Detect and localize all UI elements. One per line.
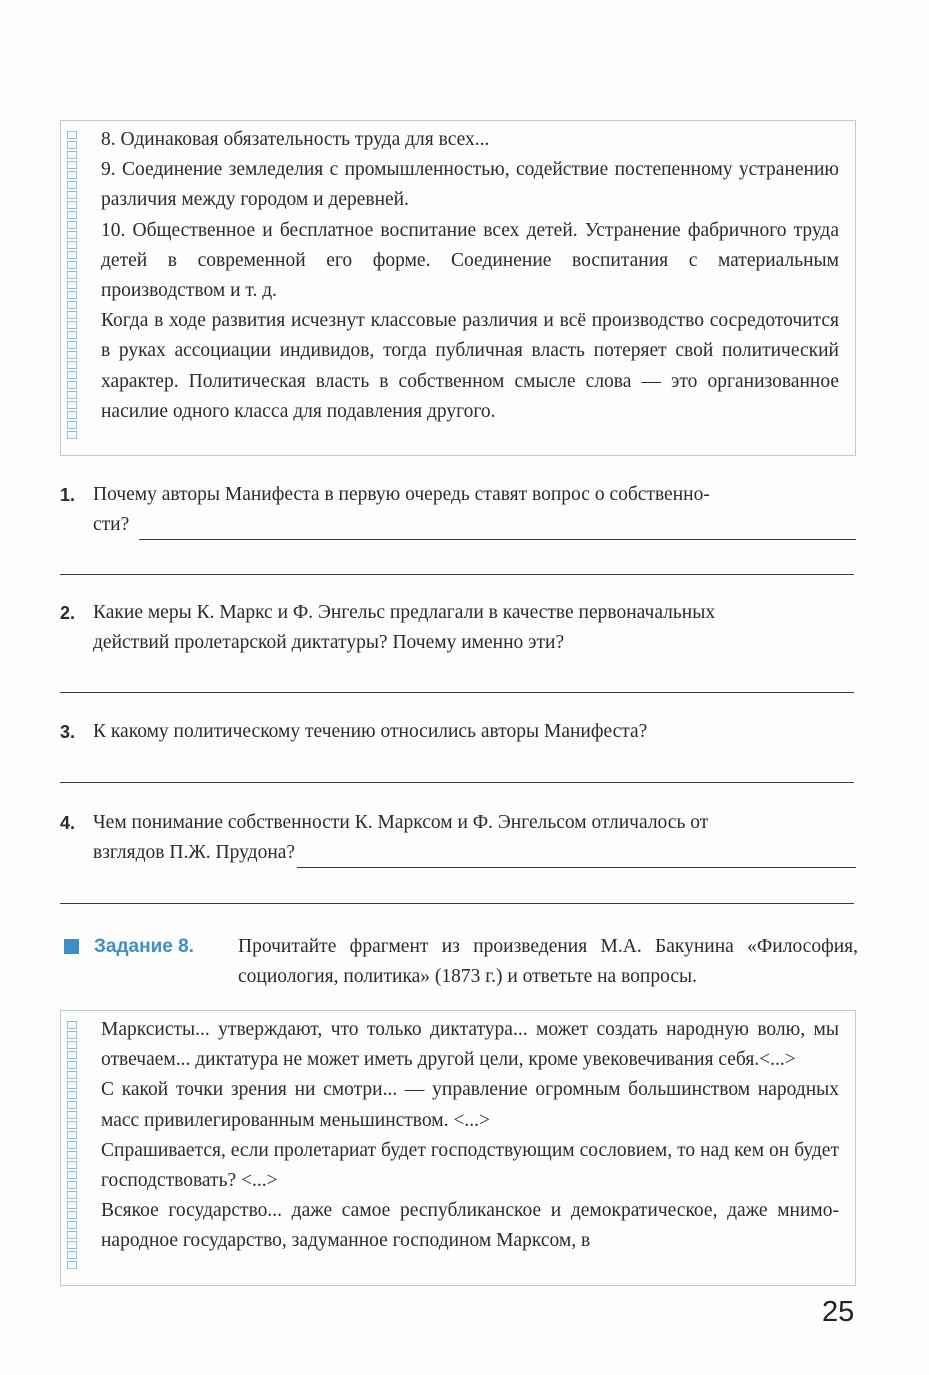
rail-square-icon: [67, 241, 77, 249]
quote-box-manifesto: [60, 120, 856, 456]
answer-line[interactable]: [60, 692, 854, 693]
rail-square-icon: [67, 1111, 77, 1119]
rail-square-icon: [67, 301, 77, 309]
rail-square-icon: [67, 1061, 77, 1069]
rail-square-icon: [67, 351, 77, 359]
quote-paragraph: Когда в ходе развития исчезнут классовые различия и всё производство сосредоточится в руках ассоциации индивидов, тогда публичная власть потеряет свой политический характер. Политическая власть в собственном смысле слова — это организованное насилие одного класса для подавления другого.: [101, 310, 839, 422]
question-number: 3.: [60, 722, 76, 742]
rail-square-icon: [67, 1071, 77, 1079]
decorative-rail: [67, 131, 79, 445]
answer-field[interactable]: [297, 845, 856, 868]
rail-square-icon: [67, 411, 77, 419]
quote-paragraph: 10. Общественное и бесплатное воспитание всех детей. Устранение фабричного труда детей в современной его форме. Соединение воспитания с материальным производством и т. д.: [101, 219, 839, 302]
rail-square-icon: [67, 1081, 77, 1089]
question-text: Какие меры К. Маркс и Ф. Энгельс предлагали в качестве первоначальных: [93, 602, 716, 623]
rail-square-icon: [67, 211, 77, 219]
rail-square-icon: [67, 261, 77, 269]
quote-paragraph: Спрашивается, если пролетариат будет господствующим сословием, то над кем он будет господствовать? <...>: [101, 1139, 839, 1192]
rail-square-icon: [67, 201, 77, 209]
rail-square-icon: [67, 341, 77, 349]
question-3: [60, 717, 856, 747]
answer-line[interactable]: [60, 903, 854, 904]
quote-text: [101, 1011, 839, 1257]
question-1: [60, 480, 856, 540]
quote-paragraph: С какой точки зрения ни смотри... — управление огромным большинством народных масс привилегированным меньшинством. <...>: [101, 1079, 839, 1131]
quote-text: [101, 121, 839, 427]
rail-square-icon: [67, 1021, 77, 1029]
rail-square-icon: [67, 1211, 77, 1219]
quote-paragraph: 8. Одинаковая обязательность труда для всех...: [101, 129, 490, 150]
rail-square-icon: [67, 171, 77, 179]
quote-paragraph: Марксисты... утверждают, что только диктатура... может создать народную волю, мы отвечаем... диктатура не может иметь другой цели, кроме увековечивания себя.<...>: [101, 1019, 839, 1071]
rail-square-icon: [67, 321, 77, 329]
rail-square-icon: [67, 311, 77, 319]
answer-line[interactable]: [60, 574, 854, 575]
rail-square-icon: [67, 1051, 77, 1059]
rail-square-icon: [67, 231, 77, 239]
rail-square-icon: [67, 1161, 77, 1169]
question-text: К какому политическому течению относились авторы Манифеста?: [93, 721, 648, 742]
rail-square-icon: [67, 251, 77, 259]
rail-square-icon: [67, 141, 77, 149]
rail-square-icon: [67, 391, 77, 399]
rail-square-icon: [67, 431, 77, 439]
rail-square-icon: [67, 1041, 77, 1049]
rail-square-icon: [67, 271, 77, 279]
square-bullet-icon: [64, 939, 79, 954]
question-text: взглядов П.Ж. Прудона?: [93, 842, 296, 863]
question-number: 1.: [60, 485, 76, 505]
rail-square-icon: [67, 331, 77, 339]
quote-paragraph: Всякое государство... даже самое республиканское и демократическое, даже мнимо-народное государство, задуманное господином Марксом, в: [101, 1200, 839, 1252]
rail-square-icon: [67, 1221, 77, 1229]
rail-square-icon: [67, 1201, 77, 1209]
rail-square-icon: [67, 421, 77, 429]
rail-square-icon: [67, 361, 77, 369]
rail-square-icon: [67, 1091, 77, 1099]
rail-square-icon: [67, 1241, 77, 1249]
rail-square-icon: [67, 1031, 77, 1039]
rail-square-icon: [67, 1231, 77, 1239]
rail-square-icon: [67, 371, 77, 379]
question-text: Чем понимание собственности К. Марксом и Ф. Энгельсом отличалось от: [93, 812, 709, 833]
quote-box-bakunin: [60, 1010, 856, 1286]
rail-square-icon: [67, 1171, 77, 1179]
rail-square-icon: [67, 1131, 77, 1139]
rail-square-icon: [67, 191, 77, 199]
question-text: сти?: [93, 514, 130, 535]
rail-square-icon: [67, 1101, 77, 1109]
rail-square-icon: [67, 1121, 77, 1129]
rail-square-icon: [67, 221, 77, 229]
quote-paragraph: 9. Соединение земледелия с промышленностью, содействие постепенному устранению различия между городом и деревней.: [101, 159, 839, 211]
question-text: Почему авторы Манифеста в первую очередь ставят вопрос о собственно-: [93, 484, 710, 505]
decorative-rail: [67, 1021, 79, 1275]
question-number: 4.: [60, 813, 76, 833]
rail-square-icon: [67, 181, 77, 189]
task-title: Задание 8.: [94, 936, 194, 957]
rail-square-icon: [67, 1141, 77, 1149]
rail-square-icon: [67, 1191, 77, 1199]
rail-square-icon: [67, 281, 77, 289]
rail-square-icon: [67, 1251, 77, 1259]
question-text: действий пролетарской диктатуры? Почему именно эти?: [93, 632, 565, 653]
answer-line[interactable]: [60, 782, 854, 783]
rail-square-icon: [67, 1261, 77, 1269]
rail-square-icon: [67, 1181, 77, 1189]
rail-square-icon: [67, 1151, 77, 1159]
rail-square-icon: [67, 151, 77, 159]
question-number: 2.: [60, 603, 76, 623]
rail-square-icon: [67, 131, 77, 139]
question-4: [60, 808, 856, 868]
question-2: [60, 598, 856, 658]
answer-field[interactable]: [139, 517, 856, 540]
task-instruction: Прочитайте фрагмент из произведения М.А. Бакунина «Философия, социология, политика» (1873 г.) и ответьте на вопросы.: [238, 936, 858, 987]
rail-square-icon: [67, 161, 77, 169]
rail-square-icon: [67, 401, 77, 409]
page-number: 25: [822, 1296, 855, 1328]
rail-square-icon: [67, 381, 77, 389]
rail-square-icon: [67, 291, 77, 299]
